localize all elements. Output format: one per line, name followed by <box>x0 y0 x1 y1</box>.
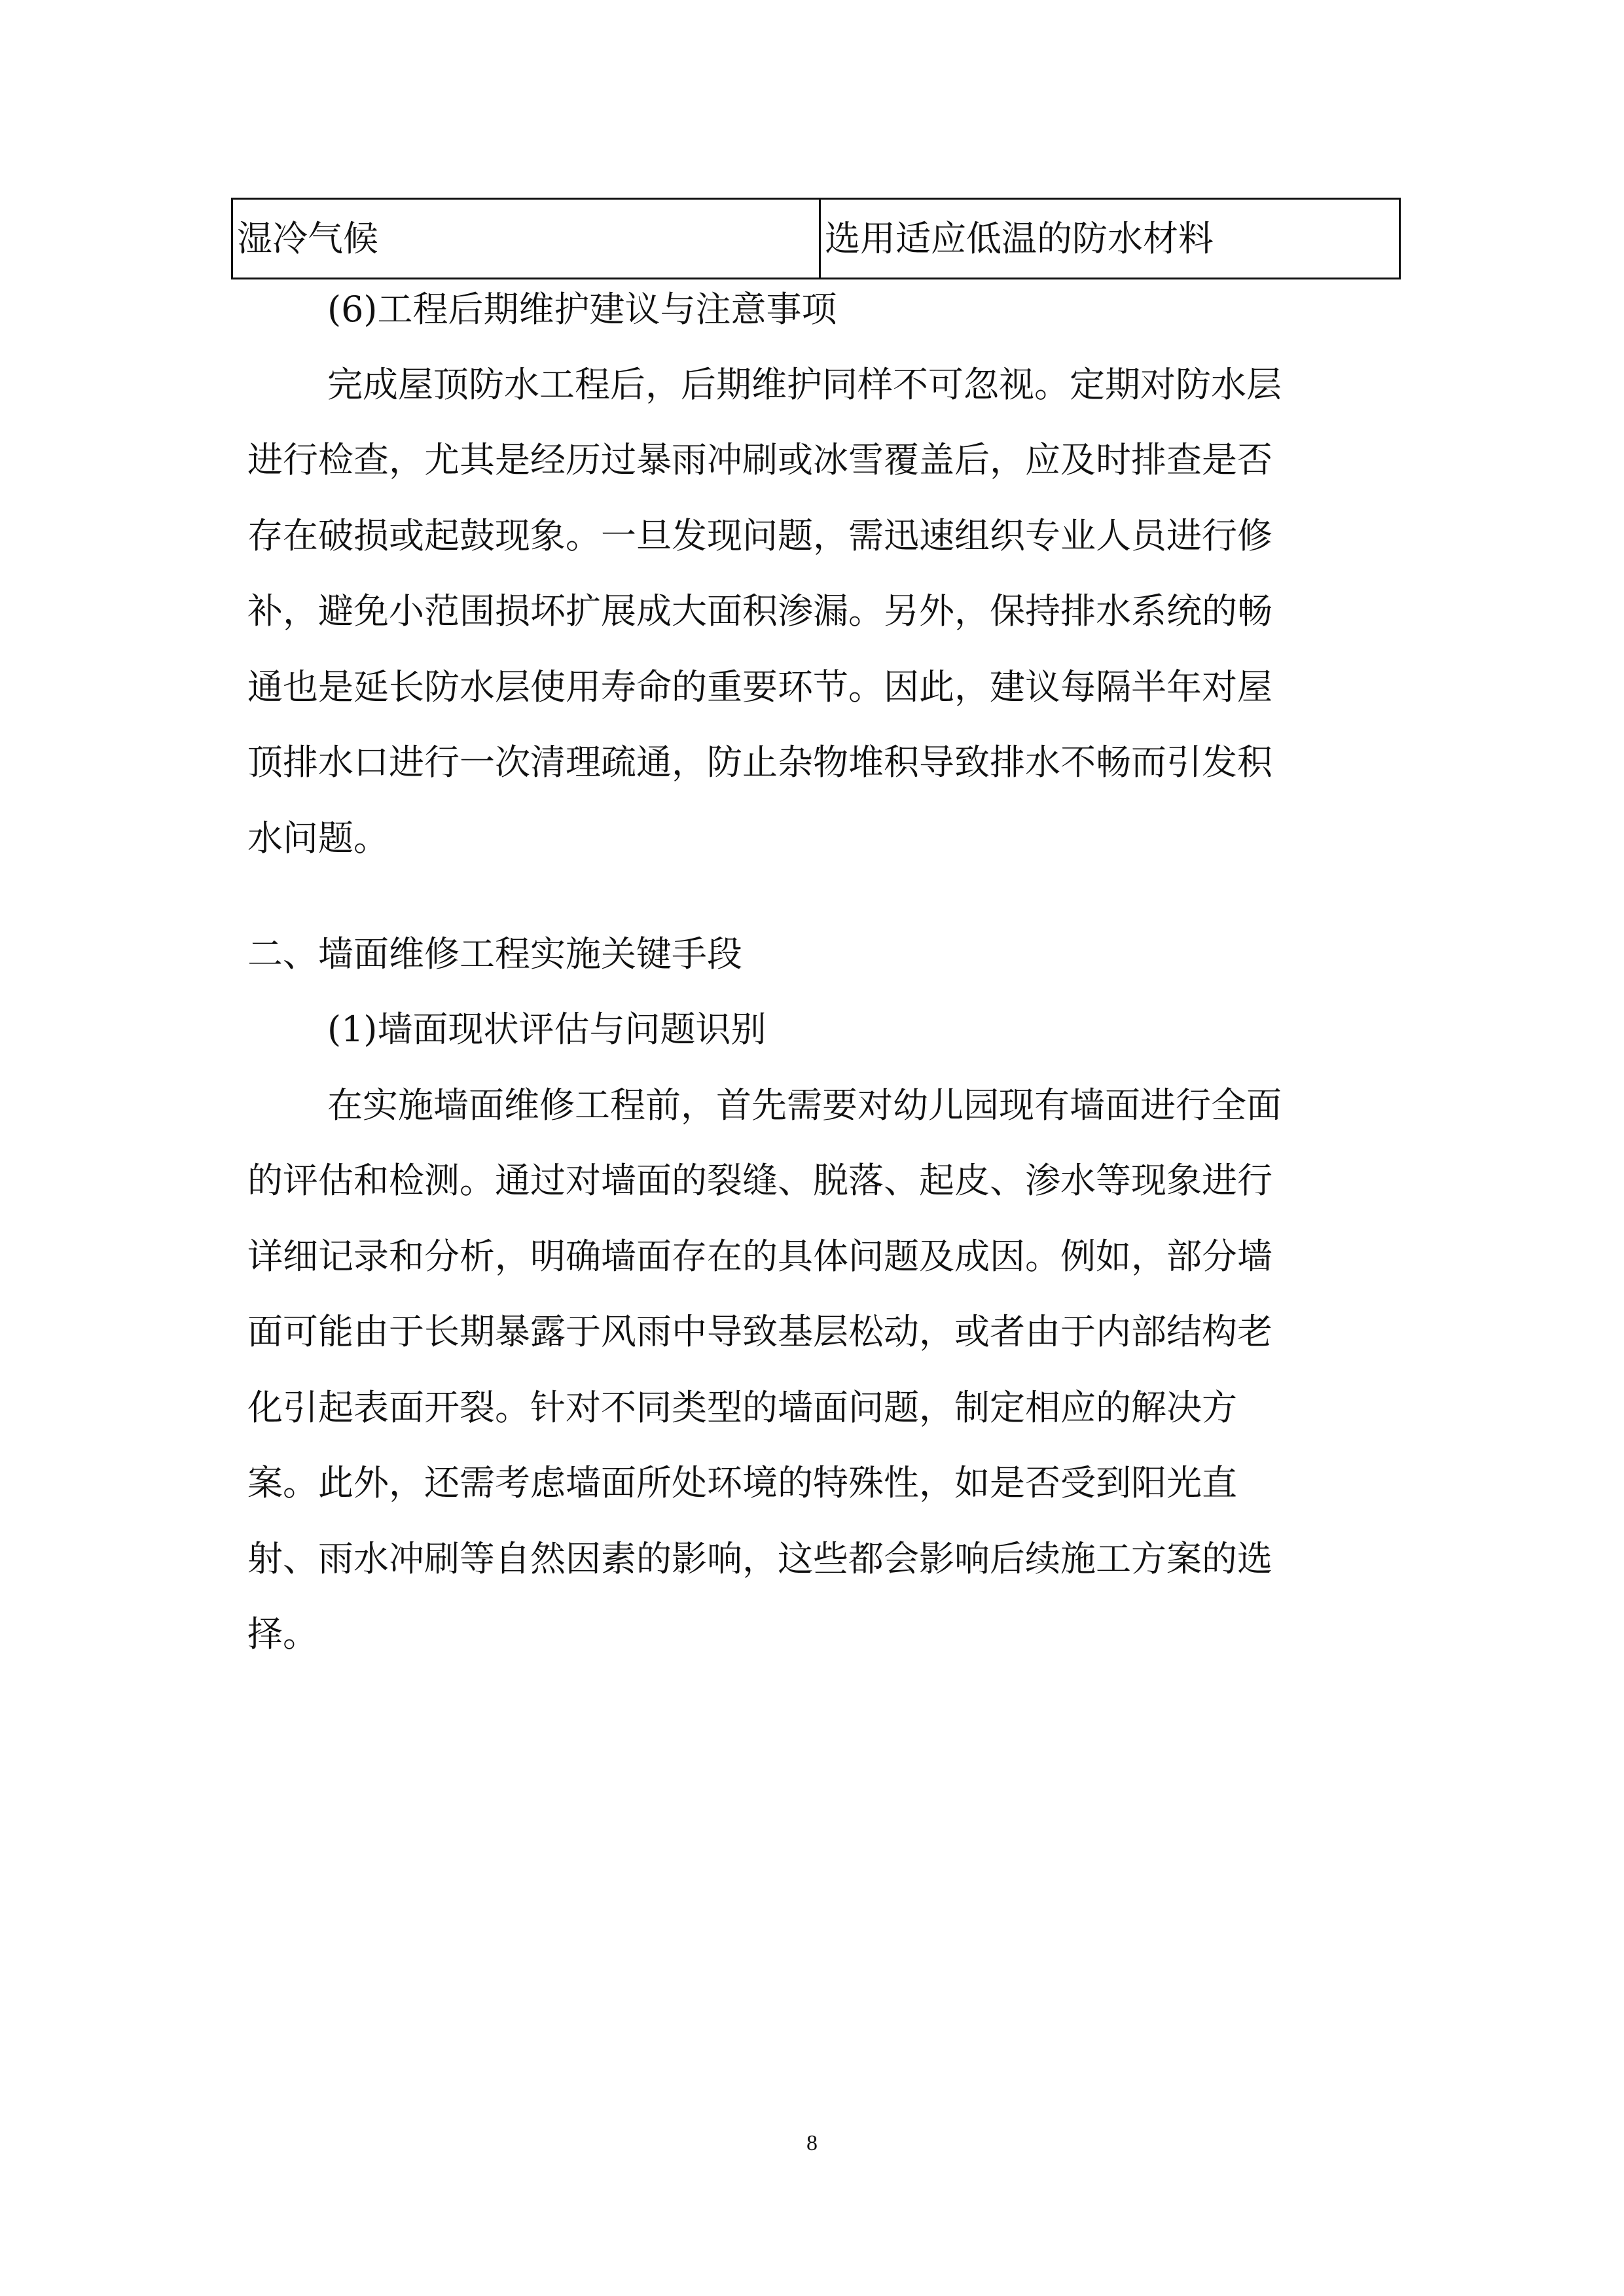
chapter-title: 二、墙面维修工程实施关键手段 <box>247 933 742 975</box>
paragraph-line: 面可能由于长期暴露于风雨中导致基层松动，或者由于内部结构老 <box>247 1311 1272 1352</box>
paragraph-line: 进行检查，尤其是经历过暴雨冲刷或冰雪覆盖后，应及时排查是否 <box>247 439 1272 480</box>
paragraph-line: 水问题。 <box>247 817 389 859</box>
paragraph-line: 射、雨水冲刷等自然因素的影响，这些都会影响后续施工方案的选 <box>247 1538 1272 1579</box>
page-number: 8 <box>806 2131 818 2155</box>
paragraph-line: 化引起表面开裂。针对不同类型的墙面问题，制定相应的解决方 <box>247 1387 1237 1428</box>
paragraph-line: 完成屋顶防水工程后，后期维护同样不可忽视。定期对防水层 <box>327 364 1282 405</box>
paragraph-line: 的评估和检测。通过对墙面的裂缝、脱落、起皮、渗水等现象进行 <box>247 1160 1272 1201</box>
paragraph-line: 案。此外，还需考虑墙面所处环境的特殊性，如是否受到阳光直 <box>247 1462 1237 1503</box>
section-heading-assessment: (1)墙面现状评估与问题识别 <box>327 1009 767 1050</box>
paragraph-line: 详细记录和分析，明确墙面存在的具体问题及成因。例如，部分墙 <box>247 1236 1272 1277</box>
paragraph-line: 存在破损或起鼓现象。一旦发现问题，需迅速组织专业人员进行修 <box>247 515 1272 556</box>
table-row <box>232 199 1400 279</box>
section-heading-maintenance: (6)工程后期维护建议与注意事项 <box>327 289 837 330</box>
climate-measures-table <box>231 198 1401 279</box>
paragraph-line: 择。 <box>247 1613 318 1655</box>
paragraph-line: 顶排水口进行一次清理疏通，防止杂物堆积导致排水不畅而引发积 <box>247 742 1272 783</box>
paragraph-line: 在实施墙面维修工程前，首先需要对幼儿园现有墙面进行全面 <box>327 1085 1282 1126</box>
table-cell-climate: 湿冷气候 <box>232 199 820 279</box>
paragraph-line: 补，避免小范围损坏扩展成大面积渗漏。另外，保持排水系统的畅 <box>247 590 1272 632</box>
table-cell-measure: 选用适应低温的防水材料 <box>820 199 1400 279</box>
paragraph-line: 通也是延长防水层使用寿命的重要环节。因此，建议每隔半年对屋 <box>247 666 1272 708</box>
